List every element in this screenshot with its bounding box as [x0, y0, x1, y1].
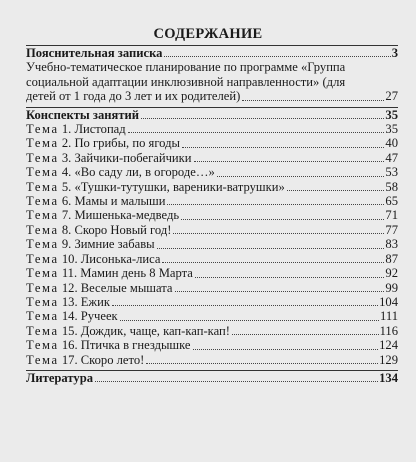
toc-entry-topic[interactable] [26, 324, 398, 338]
topic-title: 1. Листопад [61, 122, 126, 137]
topic-title: 13. Ежик [61, 294, 110, 309]
entry-label [26, 266, 193, 280]
entry-page: 53 [385, 165, 398, 180]
topic-word: Тема [26, 294, 59, 309]
entry-label [26, 194, 165, 208]
topic-title: 6. Мамы и малыши [61, 194, 166, 209]
toc-entry-planning[interactable] [26, 60, 398, 103]
toc-entry-topic[interactable] [26, 122, 398, 136]
topic-word: Тема [26, 179, 59, 194]
topic-title: 17. Скоро лето! [61, 352, 145, 367]
topic-title: 2. По грибы, по ягоды [61, 136, 180, 151]
entry-page: 87 [385, 251, 398, 266]
topic-title: 14. Ручеек [61, 309, 118, 324]
toc-entry-topic[interactable] [26, 309, 398, 323]
topic-title: 11. Мамин день 8 Марта [61, 266, 193, 281]
topic-title: 8. Скоро Новый год! [61, 222, 172, 237]
leader-dots [194, 161, 385, 162]
topic-title: 5. «Тушки-тутушки, вареники-ватрушки» [61, 179, 285, 194]
topic-word: Тема [26, 150, 59, 165]
entry-page: 3 [391, 46, 398, 60]
topic-title: 4. «Во саду ли, в огороде…» [61, 165, 215, 180]
leader-dots [95, 381, 378, 382]
entry-label [26, 151, 192, 165]
leader-dots [175, 291, 385, 292]
entry-page: 35 [385, 107, 398, 122]
entry-label [26, 223, 171, 237]
leader-dots [162, 262, 384, 263]
leader-dots [141, 118, 384, 119]
leader-dots [181, 219, 384, 220]
topic-word: Тема [26, 338, 59, 353]
entry-page: 99 [385, 280, 398, 295]
topic-word: Тема [26, 280, 59, 295]
leader-dots [287, 190, 385, 191]
topic-title: 10. Лисонька-лиса [61, 251, 161, 266]
entry-label [26, 309, 118, 323]
toc-entry-konspekty[interactable] [26, 108, 398, 122]
toc-entry-topic[interactable] [26, 223, 398, 237]
entry-page: 40 [385, 136, 398, 151]
leader-dots [173, 233, 384, 234]
entry-page: 83 [385, 237, 398, 252]
entry-label: Пояснительная записка [26, 46, 163, 60]
leader-dots [195, 277, 385, 278]
topic-word: Тема [26, 323, 59, 338]
entry-label [26, 165, 215, 179]
toc-entry-topic[interactable] [26, 237, 398, 251]
leader-dots [242, 100, 384, 101]
entry-page: 111 [380, 309, 398, 324]
entry-page: 92 [385, 266, 398, 281]
topic-word: Тема [26, 122, 59, 137]
entry-page: 27 [385, 89, 398, 104]
table-of-contents [26, 45, 398, 385]
topic-word: Тема [26, 266, 59, 281]
leader-dots [167, 204, 384, 205]
topic-word: Тема [26, 222, 59, 237]
leader-dots [112, 305, 378, 306]
toc-entry-topic[interactable] [26, 353, 398, 367]
entry-label [26, 252, 160, 266]
topic-title: 9. Зимние забавы [61, 237, 155, 252]
leader-dots [157, 248, 385, 249]
topic-word: Тема [26, 352, 59, 367]
entry-page: 124 [379, 338, 398, 353]
planning-line: детей от 1 года до 3 лет и их родителей) [26, 89, 241, 104]
toc-entry-topic[interactable] [26, 151, 398, 165]
topic-word: Тема [26, 165, 59, 180]
entry-page: 65 [385, 194, 398, 209]
toc-entry-topic[interactable] [26, 266, 398, 280]
topic-title: 3. Зайчики-побегайчики [61, 150, 192, 165]
entry-page: 35 [385, 122, 398, 137]
leader-dots [232, 334, 379, 335]
entry-page: 58 [385, 179, 398, 194]
planning-last-row [26, 89, 398, 103]
entry-page: 47 [385, 150, 398, 165]
entry-page: 129 [379, 352, 398, 367]
planning-line: социальной адаптации инклюзивной направленности» (для [26, 74, 346, 89]
planning-line: Учебно-тематическое планирование по программе «Группа [26, 60, 346, 75]
entry-label [26, 324, 230, 338]
toc-entry-topic[interactable] [26, 281, 398, 295]
leader-dots [217, 176, 385, 177]
entry-page: 116 [379, 323, 398, 338]
leader-dots [146, 363, 378, 364]
toc-entry-topic[interactable] [26, 338, 398, 352]
toc-entry-topic[interactable] [26, 180, 398, 194]
entry-label: Конспекты занятий [26, 107, 140, 122]
toc-entry-topic[interactable] [26, 136, 398, 150]
toc-entry-topic[interactable] [26, 252, 398, 266]
entry-label [26, 136, 180, 150]
leader-dots [164, 56, 390, 57]
topic-word: Тема [26, 136, 59, 151]
leader-dots [182, 147, 384, 148]
entry-label [26, 295, 110, 309]
topic-word: Тема [26, 208, 59, 223]
entry-page: 77 [385, 222, 398, 237]
entry-label [26, 353, 144, 367]
topic-list [26, 122, 398, 367]
entry-label [26, 122, 126, 136]
entry-label [26, 338, 191, 352]
topic-word: Тема [26, 194, 59, 209]
toc-entry-topic[interactable] [26, 165, 398, 179]
topic-word: Тема [26, 251, 59, 266]
entry-label [26, 208, 179, 222]
topic-title: 12. Веселые мышата [61, 280, 173, 295]
toc-entry-topic[interactable] [26, 208, 398, 222]
leader-dots [120, 320, 379, 321]
page-title: СОДЕРЖАНИЕ [153, 26, 263, 42]
topic-word: Тема [26, 309, 59, 324]
entry-page: 71 [385, 208, 398, 223]
toc-entry-topic[interactable] [26, 194, 398, 208]
entry-label [26, 281, 173, 295]
entry-page: 134 [379, 370, 398, 385]
toc-entry-explanatory[interactable] [26, 46, 398, 60]
entry-label [26, 180, 285, 194]
toc-entry-topic[interactable] [26, 295, 398, 309]
toc-entry-literature[interactable] [26, 371, 398, 385]
topic-title: 7. Мишенька-медведь [61, 208, 180, 223]
leader-dots [128, 132, 385, 133]
topic-word: Тема [26, 237, 59, 252]
leader-dots [193, 349, 379, 350]
entry-page: 104 [379, 294, 398, 309]
entry-label [26, 237, 155, 251]
topic-title: 16. Птичка в гнездышке [61, 338, 191, 353]
topic-title: 15. Дождик, чаще, кап-кап-кап! [61, 323, 230, 338]
entry-label: Литература [26, 370, 94, 385]
